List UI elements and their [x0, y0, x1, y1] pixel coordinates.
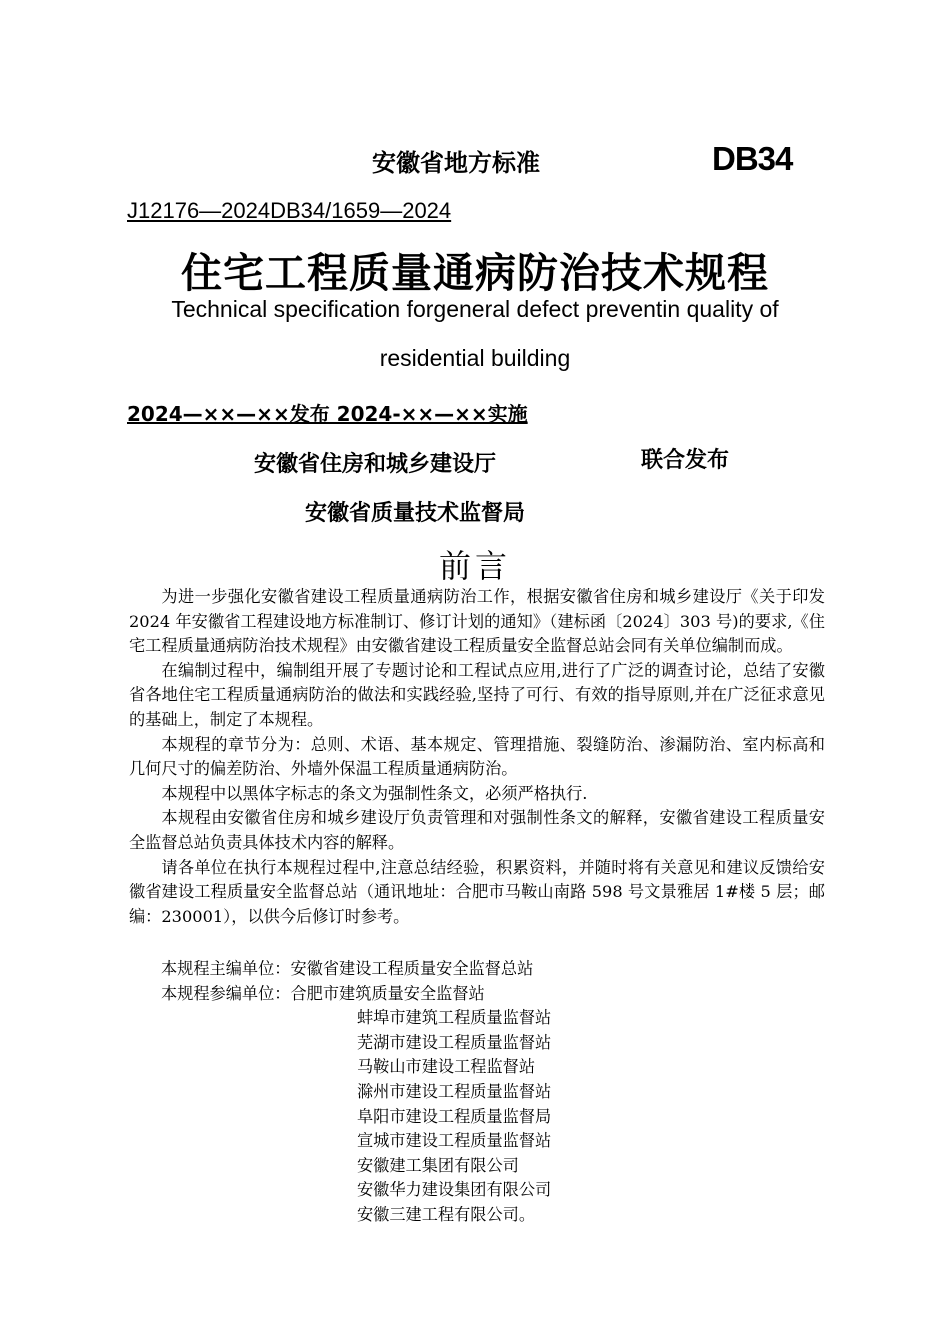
participant-org: 蚌埠市建筑工程质量监督站 [357, 1008, 552, 1028]
participant-org: 阜阳市建设工程质量监督局 [357, 1106, 552, 1126]
english-title-line-1: Technical specification forgeneral defect preventin quality of [171, 296, 779, 322]
participant-org: 安徽华力建设集团有限公司 [357, 1180, 552, 1200]
issuer-housing-department: 安徽省住房和城乡建设厅 [254, 452, 497, 477]
preface-heading: 前言 [438, 547, 511, 585]
participant-org: 马鞍山市建设工程监督站 [357, 1057, 536, 1077]
preface-body [129, 585, 825, 929]
participant-org: 安徽三建工程有限公司。 [357, 1204, 536, 1224]
participants-label: 本规程参编单位：合肥市建筑质量安全监督站 [161, 983, 485, 1003]
issuer-quality-bureau: 安徽省质量技术监督局 [305, 501, 526, 526]
standard-code: DB34 [712, 140, 793, 177]
english-title-line-2: residential building [379, 345, 571, 371]
preface-paragraph: 在编制过程中，编制组开展了专题讨论和工程试点应用,进行了广泛的调查讨论，总结了安徽省各地住宅工程质量通病防治的做法和实践经验,坚持了可行、有效的指导原则,并在广泛征求意见的基础上，制定了本规程。 [129, 660, 825, 729]
participant-org: 安徽建工集团有限公司 [357, 1155, 519, 1175]
preface-paragraph: 本规程由安徽省住房和城乡建设厅负责管理和对强制性条文的解释，安徽省建设工程质量安全监督总站负责具体技术内容的解释。 [129, 808, 825, 852]
preface-paragraph: 为进一步强化安徽省建设工程质量通病防治工作，根据安徽省住房和城乡建设厅《关于印发 2024 年安徽省工程建设地方标准制订、修订计划的通知》（建标函〔2024〕303 号)的要求,《住宅工程质量通病防治技术规程》由安徽省建设工程质量安全监督总站会同有关单位编制而成。 [129, 587, 825, 656]
participant-org: 宣城市建设工程质量监督站 [357, 1131, 552, 1151]
preface-paragraph: 请各单位在执行本规程过程中,注意总结经验，积累资料，并随时将有关意见和建议反馈给安徽省建设工程质量安全监督总站（通讯地址：合肥市马鞍山南路 598 号文景雅居 1#楼 5 层；邮编：230001），以供今后修订时参考。 [129, 857, 825, 926]
editor-list [129, 957, 825, 1228]
standard-number: J12176—2024DB34/1659—2024 [127, 198, 452, 223]
document-title: 住宅工程质量通病防治技术规程 [181, 249, 769, 297]
preface-paragraph: 本规程的章节分为：总则、术语、基本规定、管理措施、裂缝防治、渗漏防治、室内标高和几何尺寸的偏差防治、外墙外保温工程质量通病防治。 [129, 734, 825, 779]
participant-org: 芜湖市建设工程质量监督站 [357, 1032, 552, 1052]
standard-type-label: 安徽省地方标准 [372, 149, 540, 177]
participant-org: 滁州市建设工程质量监督站 [357, 1081, 552, 1101]
preface-paragraph: 本规程中以黑体字标志的条文为强制性条文，必须严格执行. [161, 783, 588, 803]
chief-editor-line: 本规程主编单位：安徽省建设工程质量安全监督总站 [161, 959, 534, 978]
joint-issue-label: 联合发布 [641, 448, 730, 473]
publish-dates: 2024—××—××发布 2024-××—××实施 [127, 402, 528, 426]
